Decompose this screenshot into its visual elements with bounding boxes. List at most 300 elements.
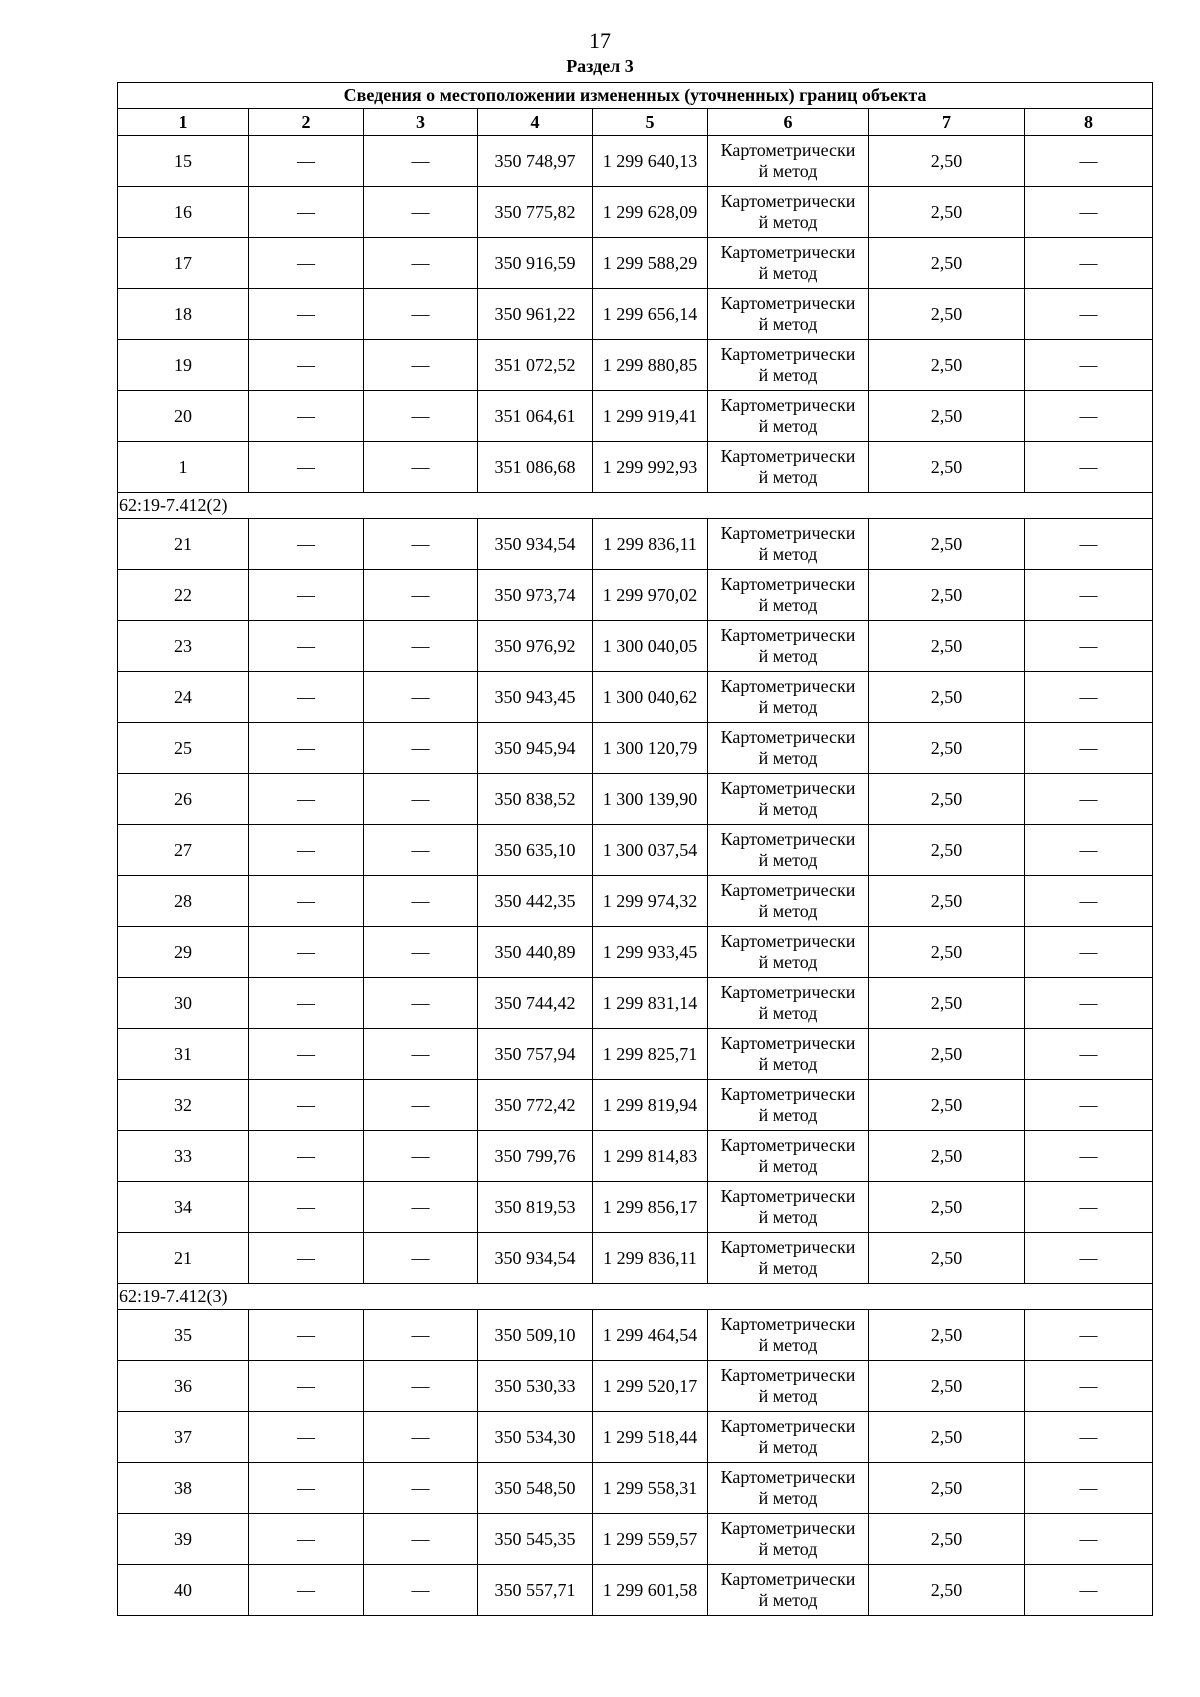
col2-value: — <box>249 621 364 672</box>
method-cell <box>708 442 869 493</box>
point-number: 19 <box>118 340 249 391</box>
method-line-2: й метод <box>758 1258 818 1278</box>
col2-value: — <box>249 1029 364 1080</box>
col2-value: — <box>249 876 364 927</box>
table-row <box>118 519 1153 570</box>
method-line-2: й метод <box>758 263 818 283</box>
method-line-2: й метод <box>758 1054 818 1074</box>
method-line-1: Картометрически <box>720 1365 856 1385</box>
method-cell <box>708 723 869 774</box>
point-number: 35 <box>118 1310 249 1361</box>
point-number: 21 <box>118 1233 249 1284</box>
col3-value: — <box>364 1514 478 1565</box>
x-coordinate: 350 799,76 <box>478 1131 593 1182</box>
y-coordinate: 1 300 139,90 <box>593 774 708 825</box>
accuracy-value: 2,50 <box>869 238 1025 289</box>
col8-value: — <box>1025 1412 1153 1463</box>
method-line-2: й метод <box>758 799 818 819</box>
method-line-1: Картометрически <box>720 242 856 262</box>
method-line-2: й метод <box>758 161 818 181</box>
col3-value: — <box>364 1310 478 1361</box>
method-line-1: Картометрически <box>720 140 856 160</box>
col3-value: — <box>364 570 478 621</box>
point-number: 39 <box>118 1514 249 1565</box>
col2-value: — <box>249 187 364 238</box>
accuracy-value: 2,50 <box>869 136 1025 187</box>
table-row <box>118 927 1153 978</box>
method-cell <box>708 340 869 391</box>
method-cell <box>708 1514 869 1565</box>
x-coordinate: 350 772,42 <box>478 1080 593 1131</box>
table-caption: Сведения о местоположении измененных (уточненных) границ объекта <box>118 83 1153 109</box>
x-coordinate: 350 916,59 <box>478 238 593 289</box>
col3-value: — <box>364 621 478 672</box>
accuracy-value: 2,50 <box>869 570 1025 621</box>
col2-value: — <box>249 570 364 621</box>
method-cell <box>708 1565 869 1616</box>
method-line-1: Картометрически <box>720 931 856 951</box>
column-number: 2 <box>249 109 364 136</box>
table-row <box>118 978 1153 1029</box>
accuracy-value: 2,50 <box>869 621 1025 672</box>
accuracy-value: 2,50 <box>869 927 1025 978</box>
method-line-1: Картометрически <box>720 523 856 543</box>
y-coordinate: 1 299 970,02 <box>593 570 708 621</box>
method-cell <box>708 927 869 978</box>
x-coordinate: 350 976,92 <box>478 621 593 672</box>
point-number: 30 <box>118 978 249 1029</box>
col2-value: — <box>249 1080 364 1131</box>
method-line-1: Картометрически <box>720 1237 856 1257</box>
col8-value: — <box>1025 442 1153 493</box>
column-number: 6 <box>708 109 869 136</box>
y-coordinate: 1 299 558,31 <box>593 1463 708 1514</box>
y-coordinate: 1 299 825,71 <box>593 1029 708 1080</box>
x-coordinate: 350 934,54 <box>478 519 593 570</box>
col3-value: — <box>364 1233 478 1284</box>
col8-value: — <box>1025 1565 1153 1616</box>
x-coordinate: 351 086,68 <box>478 442 593 493</box>
col2-value: — <box>249 1182 364 1233</box>
col3-value: — <box>364 289 478 340</box>
method-line-1: Картометрически <box>720 574 856 594</box>
method-cell <box>708 978 869 1029</box>
column-number: 1 <box>118 109 249 136</box>
method-line-2: й метод <box>758 212 818 232</box>
table-caption-row <box>118 83 1153 109</box>
method-cell <box>708 825 869 876</box>
col3-value: — <box>364 136 478 187</box>
method-line-2: й метод <box>758 1590 818 1610</box>
col2-value: — <box>249 927 364 978</box>
accuracy-value: 2,50 <box>869 1412 1025 1463</box>
method-cell <box>708 519 869 570</box>
point-number: 20 <box>118 391 249 442</box>
x-coordinate: 350 534,30 <box>478 1412 593 1463</box>
method-line-2: й метод <box>758 1335 818 1355</box>
method-line-2: й метод <box>758 1003 818 1023</box>
y-coordinate: 1 300 037,54 <box>593 825 708 876</box>
y-coordinate: 1 299 933,45 <box>593 927 708 978</box>
table-row <box>118 1361 1153 1412</box>
method-line-1: Картометрически <box>720 1416 856 1436</box>
col3-value: — <box>364 519 478 570</box>
accuracy-value: 2,50 <box>869 519 1025 570</box>
col2-value: — <box>249 978 364 1029</box>
col2-value: — <box>249 1310 364 1361</box>
col8-value: — <box>1025 927 1153 978</box>
column-number: 3 <box>364 109 478 136</box>
method-cell <box>708 1361 869 1412</box>
method-line-1: Картометрически <box>720 1084 856 1104</box>
col2-value: — <box>249 723 364 774</box>
col8-value: — <box>1025 238 1153 289</box>
method-cell <box>708 1233 869 1284</box>
method-cell <box>708 1029 869 1080</box>
col2-value: — <box>249 1361 364 1412</box>
y-coordinate: 1 299 520,17 <box>593 1361 708 1412</box>
table-row <box>118 1514 1153 1565</box>
table-row <box>118 825 1153 876</box>
accuracy-value: 2,50 <box>869 1233 1025 1284</box>
table-row <box>118 570 1153 621</box>
accuracy-value: 2,50 <box>869 1463 1025 1514</box>
point-number: 18 <box>118 289 249 340</box>
method-line-2: й метод <box>758 416 818 436</box>
col8-value: — <box>1025 723 1153 774</box>
method-line-2: й метод <box>758 646 818 666</box>
col8-value: — <box>1025 136 1153 187</box>
table-row <box>118 876 1153 927</box>
x-coordinate: 350 557,71 <box>478 1565 593 1616</box>
col8-value: — <box>1025 1080 1153 1131</box>
boundary-coordinates-table <box>117 82 1153 1616</box>
x-coordinate: 350 440,89 <box>478 927 593 978</box>
method-line-2: й метод <box>758 365 818 385</box>
method-cell <box>708 289 869 340</box>
y-coordinate: 1 299 518,44 <box>593 1412 708 1463</box>
y-coordinate: 1 299 919,41 <box>593 391 708 442</box>
method-line-2: й метод <box>758 1488 818 1508</box>
col3-value: — <box>364 1131 478 1182</box>
col3-value: — <box>364 723 478 774</box>
table-row <box>118 1463 1153 1514</box>
section-title: Раздел 3 <box>566 56 634 76</box>
table-row <box>118 1080 1153 1131</box>
col3-value: — <box>364 238 478 289</box>
point-number: 32 <box>118 1080 249 1131</box>
method-cell <box>708 136 869 187</box>
point-number: 22 <box>118 570 249 621</box>
point-number: 16 <box>118 187 249 238</box>
col3-value: — <box>364 1182 478 1233</box>
accuracy-value: 2,50 <box>869 774 1025 825</box>
x-coordinate: 351 064,61 <box>478 391 593 442</box>
accuracy-value: 2,50 <box>869 1514 1025 1565</box>
point-number: 37 <box>118 1412 249 1463</box>
x-coordinate: 350 548,50 <box>478 1463 593 1514</box>
col3-value: — <box>364 774 478 825</box>
parcel-group-label: 62:19-7.412(3) <box>118 1284 1153 1310</box>
method-line-1: Картометрически <box>720 1569 856 1589</box>
accuracy-value: 2,50 <box>869 442 1025 493</box>
method-line-2: й метод <box>758 1105 818 1125</box>
method-line-2: й метод <box>758 1437 818 1457</box>
x-coordinate: 350 757,94 <box>478 1029 593 1080</box>
x-coordinate: 350 943,45 <box>478 672 593 723</box>
y-coordinate: 1 299 831,14 <box>593 978 708 1029</box>
table-row <box>118 289 1153 340</box>
method-line-2: й метод <box>758 314 818 334</box>
col3-value: — <box>364 1080 478 1131</box>
accuracy-value: 2,50 <box>869 289 1025 340</box>
method-line-1: Картометрически <box>720 1135 856 1155</box>
accuracy-value: 2,50 <box>869 672 1025 723</box>
col2-value: — <box>249 1233 364 1284</box>
method-line-1: Картометрически <box>720 676 856 696</box>
method-line-1: Картометрически <box>720 778 856 798</box>
x-coordinate: 350 635,10 <box>478 825 593 876</box>
y-coordinate: 1 299 992,93 <box>593 442 708 493</box>
col8-value: — <box>1025 1029 1153 1080</box>
y-coordinate: 1 299 640,13 <box>593 136 708 187</box>
group-header-row <box>118 493 1153 519</box>
method-line-2: й метод <box>758 1156 818 1176</box>
col2-value: — <box>249 1131 364 1182</box>
col8-value: — <box>1025 391 1153 442</box>
method-line-1: Картометрически <box>720 727 856 747</box>
point-number: 23 <box>118 621 249 672</box>
col2-value: — <box>249 289 364 340</box>
y-coordinate: 1 299 856,17 <box>593 1182 708 1233</box>
col3-value: — <box>364 876 478 927</box>
x-coordinate: 351 072,52 <box>478 340 593 391</box>
accuracy-value: 2,50 <box>869 187 1025 238</box>
col2-value: — <box>249 519 364 570</box>
method-cell <box>708 774 869 825</box>
method-line-2: й метод <box>758 748 818 768</box>
method-line-2: й метод <box>758 595 818 615</box>
col8-value: — <box>1025 1182 1153 1233</box>
col8-value: — <box>1025 825 1153 876</box>
table-row <box>118 442 1153 493</box>
table-row <box>118 187 1153 238</box>
column-number: 5 <box>593 109 708 136</box>
table-row <box>118 621 1153 672</box>
x-coordinate: 350 945,94 <box>478 723 593 774</box>
table-row <box>118 1310 1153 1361</box>
table-row <box>118 238 1153 289</box>
group-header-row <box>118 1284 1153 1310</box>
col3-value: — <box>364 927 478 978</box>
table-row <box>118 1233 1153 1284</box>
method-line-1: Картометрически <box>720 1518 856 1538</box>
column-number: 8 <box>1025 109 1153 136</box>
y-coordinate: 1 299 974,32 <box>593 876 708 927</box>
point-number: 31 <box>118 1029 249 1080</box>
method-line-1: Картометрически <box>720 395 856 415</box>
col3-value: — <box>364 391 478 442</box>
x-coordinate: 350 530,33 <box>478 1361 593 1412</box>
col3-value: — <box>364 187 478 238</box>
col8-value: — <box>1025 570 1153 621</box>
table-row <box>118 1565 1153 1616</box>
method-cell <box>708 621 869 672</box>
x-coordinate: 350 973,74 <box>478 570 593 621</box>
point-number: 21 <box>118 519 249 570</box>
col8-value: — <box>1025 1514 1153 1565</box>
accuracy-value: 2,50 <box>869 340 1025 391</box>
accuracy-value: 2,50 <box>869 1131 1025 1182</box>
method-cell <box>708 1131 869 1182</box>
column-number: 4 <box>478 109 593 136</box>
method-line-1: Картометрически <box>720 1186 856 1206</box>
point-number: 28 <box>118 876 249 927</box>
col2-value: — <box>249 238 364 289</box>
point-number: 27 <box>118 825 249 876</box>
point-number: 33 <box>118 1131 249 1182</box>
y-coordinate: 1 299 628,09 <box>593 187 708 238</box>
method-line-2: й метод <box>758 1386 818 1406</box>
y-coordinate: 1 299 656,14 <box>593 289 708 340</box>
method-cell <box>708 391 869 442</box>
y-coordinate: 1 299 814,83 <box>593 1131 708 1182</box>
col3-value: — <box>364 978 478 1029</box>
col8-value: — <box>1025 672 1153 723</box>
col2-value: — <box>249 1514 364 1565</box>
col2-value: — <box>249 672 364 723</box>
col3-value: — <box>364 1565 478 1616</box>
col2-value: — <box>249 1412 364 1463</box>
y-coordinate: 1 299 464,54 <box>593 1310 708 1361</box>
accuracy-value: 2,50 <box>869 978 1025 1029</box>
table-row <box>118 1182 1153 1233</box>
y-coordinate: 1 299 880,85 <box>593 340 708 391</box>
x-coordinate: 350 934,54 <box>478 1233 593 1284</box>
col2-value: — <box>249 340 364 391</box>
table-row <box>118 723 1153 774</box>
col3-value: — <box>364 1463 478 1514</box>
method-cell <box>708 876 869 927</box>
x-coordinate: 350 775,82 <box>478 187 593 238</box>
table-row <box>118 774 1153 825</box>
point-number: 36 <box>118 1361 249 1412</box>
col2-value: — <box>249 774 364 825</box>
col3-value: — <box>364 672 478 723</box>
point-number: 26 <box>118 774 249 825</box>
x-coordinate: 350 748,97 <box>478 136 593 187</box>
col8-value: — <box>1025 1463 1153 1514</box>
table-row <box>118 1412 1153 1463</box>
point-number: 24 <box>118 672 249 723</box>
table-row <box>118 1131 1153 1182</box>
col3-value: — <box>364 340 478 391</box>
point-number: 40 <box>118 1565 249 1616</box>
col2-value: — <box>249 136 364 187</box>
method-cell <box>708 1080 869 1131</box>
col8-value: — <box>1025 621 1153 672</box>
col2-value: — <box>249 1565 364 1616</box>
col8-value: — <box>1025 519 1153 570</box>
accuracy-value: 2,50 <box>869 1182 1025 1233</box>
accuracy-value: 2,50 <box>869 876 1025 927</box>
method-line-2: й метод <box>758 544 818 564</box>
y-coordinate: 1 299 588,29 <box>593 238 708 289</box>
parcel-group-label: 62:19-7.412(2) <box>118 493 1153 519</box>
method-line-1: Картометрически <box>720 293 856 313</box>
method-line-1: Картометрически <box>720 829 856 849</box>
point-number: 17 <box>118 238 249 289</box>
x-coordinate: 350 509,10 <box>478 1310 593 1361</box>
method-cell <box>708 1182 869 1233</box>
method-line-1: Картометрически <box>720 446 856 466</box>
accuracy-value: 2,50 <box>869 1310 1025 1361</box>
col8-value: — <box>1025 1361 1153 1412</box>
point-number: 25 <box>118 723 249 774</box>
col8-value: — <box>1025 774 1153 825</box>
col2-value: — <box>249 442 364 493</box>
method-line-1: Картометрически <box>720 625 856 645</box>
y-coordinate: 1 299 559,57 <box>593 1514 708 1565</box>
method-line-1: Картометрически <box>720 191 856 211</box>
column-number: 7 <box>869 109 1025 136</box>
col8-value: — <box>1025 876 1153 927</box>
col8-value: — <box>1025 340 1153 391</box>
point-number: 38 <box>118 1463 249 1514</box>
method-line-1: Картометрически <box>720 982 856 1002</box>
method-cell <box>708 238 869 289</box>
col2-value: — <box>249 825 364 876</box>
method-cell <box>708 1310 869 1361</box>
method-line-2: й метод <box>758 952 818 972</box>
column-number-row <box>118 109 1153 136</box>
accuracy-value: 2,50 <box>869 1080 1025 1131</box>
col8-value: — <box>1025 1131 1153 1182</box>
method-line-1: Картометрически <box>720 1467 856 1487</box>
method-line-1: Картометрически <box>720 880 856 900</box>
table-row <box>118 391 1153 442</box>
method-line-2: й метод <box>758 1539 818 1559</box>
y-coordinate: 1 299 601,58 <box>593 1565 708 1616</box>
method-cell <box>708 1463 869 1514</box>
col8-value: — <box>1025 978 1153 1029</box>
y-coordinate: 1 300 120,79 <box>593 723 708 774</box>
y-coordinate: 1 299 836,11 <box>593 519 708 570</box>
accuracy-value: 2,50 <box>869 1361 1025 1412</box>
col2-value: — <box>249 391 364 442</box>
col8-value: — <box>1025 187 1153 238</box>
accuracy-value: 2,50 <box>869 1565 1025 1616</box>
method-cell <box>708 187 869 238</box>
accuracy-value: 2,50 <box>869 1029 1025 1080</box>
x-coordinate: 350 961,22 <box>478 289 593 340</box>
col3-value: — <box>364 442 478 493</box>
method-cell <box>708 1412 869 1463</box>
method-line-1: Картометрически <box>720 1033 856 1053</box>
x-coordinate: 350 442,35 <box>478 876 593 927</box>
col3-value: — <box>364 825 478 876</box>
col3-value: — <box>364 1412 478 1463</box>
x-coordinate: 350 744,42 <box>478 978 593 1029</box>
method-line-2: й метод <box>758 1207 818 1227</box>
point-number: 34 <box>118 1182 249 1233</box>
method-cell <box>708 672 869 723</box>
x-coordinate: 350 819,53 <box>478 1182 593 1233</box>
page-number: 17 <box>589 28 611 53</box>
col3-value: — <box>364 1029 478 1080</box>
table-row <box>118 340 1153 391</box>
table-row <box>118 136 1153 187</box>
